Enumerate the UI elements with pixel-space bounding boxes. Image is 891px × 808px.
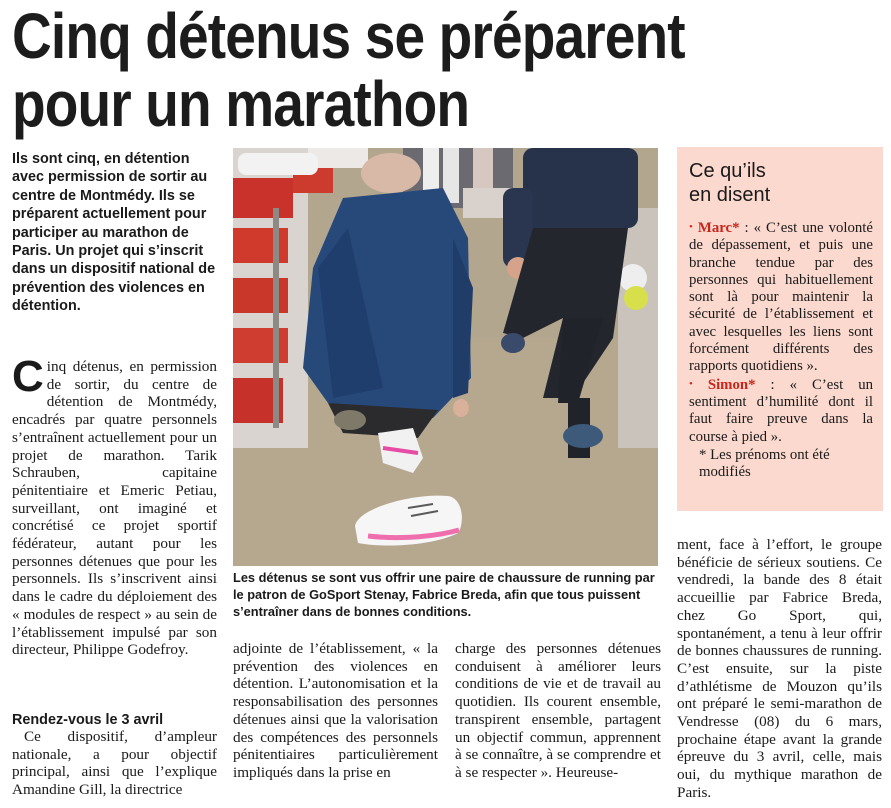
article-paragraph: ment, face à l’effort, le groupe bénéficie de sérieux soutiens. Ce vendredi, la bande des 8 était accueillie par Fabrice Breda, chez Go Sport, qui, spontanément, a tenu à leur offrir de bonnes chaussures de running. C’est ensuite, sur la piste d’athlétisme de Mouzon qu’ils ont préparé le semi-marathon de Vendresse (08) du 6 mars, prochaine étape avant la grande épreuve du 3 avril, celle, mais oui, du mythique marathon de Paris. bbox=[677, 536, 882, 801]
article-intro: inq détenus, en permission de sortir, du centre de détention de Montmédy, encadrés par quatre personnels s’entraînent actuellement pour un projet de marathon. Tarik Schrauben, capitaine pénitentiaire et Emeric Petiau, surveillant, ont imaginé et concrétisé ce projet sportif fédérateur, autant pour les personnes détenues que pour les personnels. Ils s’inscrivent ainsi dans le cadre du déploiement des « modules de respect » au sein de l’établissement impulsé par son directeur, Philippe Godefroy. bbox=[12, 358, 217, 659]
headline-line-1: Cinq détenus se préparent bbox=[12, 0, 685, 72]
quote-speaker: Marc* bbox=[697, 220, 740, 236]
photo-caption: Les détenus se sont vus offrir une paire de chaussure de running par le patron de GoSport Stenay, Fabrice Breda, afin que tous puissent s’entraîner dans de bonnes conditions. bbox=[233, 570, 655, 619]
quote-simon bbox=[689, 376, 873, 446]
article-subhead: Rendez-vous le 3 avril bbox=[12, 712, 164, 728]
quote-text: : « C’est une volonté de dépassement, et puis une branche tendue par des personnes qui habituellement sont là pour maintenir la sécurité de l’établissement et avec lesquelles les liens sont forcément différents des rapports quotidiens ». bbox=[689, 220, 873, 375]
bullet-icon: • bbox=[689, 377, 693, 390]
sidebar-title-line-2: en disent bbox=[689, 184, 771, 206]
bullet-icon: • bbox=[689, 221, 693, 233]
quote-speaker: Simon* bbox=[707, 376, 756, 393]
sidebar-footnote: * Les prénoms ont été modifiés bbox=[699, 446, 830, 481]
article-column-1 bbox=[12, 352, 217, 659]
article-paragraph: charge des personnes détenues conduisent à améliorer leurs conditions de vie et de travail au quotidien. Ils courent ensemble, transpirent ensemble, partagent un objectif commun, apprennent à se connaître, à se comprendre et à se respecter ». Heureuse- bbox=[455, 640, 661, 781]
article-column-4 bbox=[677, 536, 882, 802]
headline bbox=[12, 2, 760, 138]
quote-text: : « C’est un sentiment d’humilité dont il faut faire preuve dans la course à pied ». bbox=[689, 376, 873, 445]
article-column-3 bbox=[455, 640, 661, 782]
article-paragraph: adjointe de l’établissement, « la prévention des violences en détention. L’autonomisation et la responsabilisation des personnes détenues ainsi que la valorisation des compétences des personnels pénitentiaires particulièrement impliqués dans la prise en bbox=[233, 640, 438, 781]
quote-marc bbox=[689, 219, 873, 376]
article-column-1-end bbox=[12, 728, 217, 799]
article-paragraph: Ce dispositif, d’ampleur nationale, a pour objectif principal, ainsi que l’explique Amandine Gill, la directrice bbox=[12, 728, 217, 799]
quotes-sidebar bbox=[677, 147, 883, 511]
standfirst: Ils sont cinq, en détention avec permission de sortir au centre de Montmédy. Ils se préparent actuellement pour participer au marathon de Paris. Un projet qui s’inscrit dans un dispositif national de prévention des violences en détention. bbox=[12, 151, 216, 315]
article-column-2 bbox=[233, 640, 438, 782]
article-photo bbox=[233, 148, 658, 566]
drop-cap: C bbox=[12, 352, 44, 401]
store-photo-illustration bbox=[233, 148, 658, 566]
sidebar-title-line-1: Ce qu’ils bbox=[689, 160, 766, 182]
headline-line-2: pour un marathon bbox=[12, 68, 470, 140]
sidebar-title bbox=[689, 159, 873, 207]
